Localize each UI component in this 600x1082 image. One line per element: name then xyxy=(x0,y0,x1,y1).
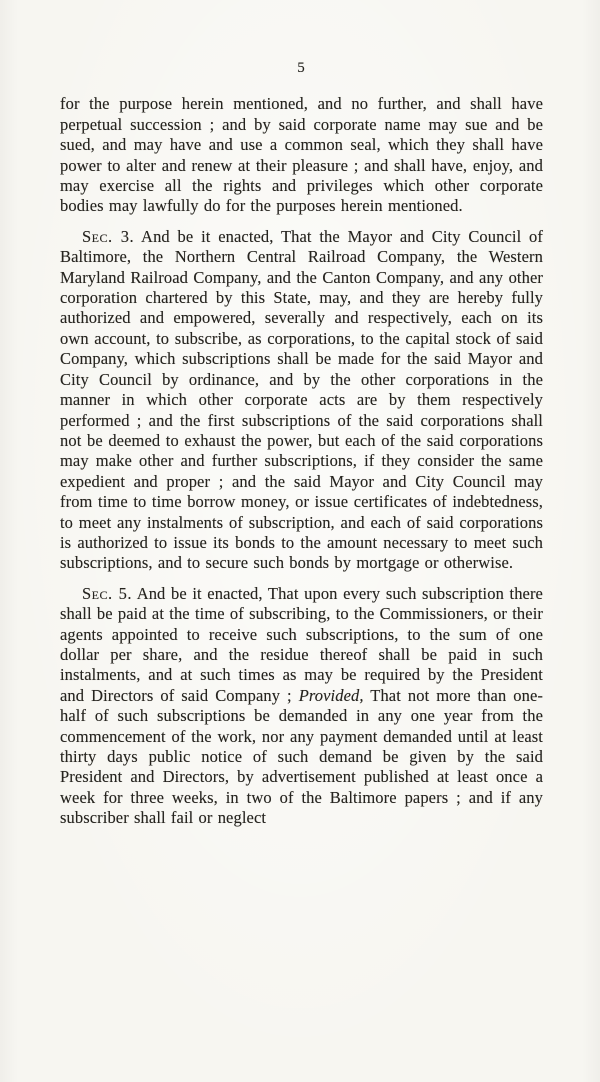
section-3-label: Sec. 3. xyxy=(82,226,135,246)
paragraph-continuation xyxy=(60,94,543,216)
section-5-label: Sec. 5. xyxy=(82,583,132,603)
page-number: 5 xyxy=(297,60,306,76)
paragraph-section-5 xyxy=(60,584,543,829)
paragraph-text: And be it enacted, That upon every such subscription there shall be paid at the time of subscribing, to the Commissioners, or their agents appointed to receive such subscriptions, to the sum of one dollar per share, and the residue thereof shall be paid in such instalments, and at such times as may be required by the President and Directors of said Company ; xyxy=(60,583,543,705)
paragraph-text: And be it enacted, That the Mayor and City Council of Baltimore, the Northern Central Railroad Company, the Western Maryland Railroad Company, and the Canton Company, and any other corporation chartered by this State, may, and they are hereby fully authorized and empowered, severally and respectively, each on its own account, to subscribe, as corporations, to the capital stock of said Company, which subscriptions shall be made for the said Mayor and City Council by ordinance, and by the other corporations in the manner in which other corporate acts are by them respectively performed ; and the first subscriptions of the said corporations shall not be deemed to exhaust the power, but each of the said corporations may make other and further subscriptions, if they consider the same expedient and proper ; and the said Mayor and City Council may from time to time borrow money, or issue certificates of indebtedness, to meet any instalments of subscription, and each of said corporations is authorized to issue its bonds to the amount necessary to meet such subscriptions, and to secure such bonds by mortgage or otherwise. xyxy=(60,226,543,573)
provided-term: Provided, xyxy=(298,685,364,705)
paragraph-section-3 xyxy=(60,227,543,574)
paragraph-text: for the purpose herein mentioned, and no further, and shall have perpetual succession ; and by said corporate name may sue and be sued, and may have and use a common seal, which they shall have power to alter and renew at their pleasure ; and shall have, enjoy, and may exercise all the rights and privileges which other corporate bodies may lawfully do for the purposes herein mentioned. xyxy=(60,94,543,216)
paragraph-text: That not more than one-half of such subscriptions be demanded in any one year from the commencement of the work, nor any payment demanded until at least thirty days public notice of such demand be given by the said President and Directors, by advertisement published at least once a week for three weeks, in two of the Baltimore papers ; and if any subscriber shall fail or neglect xyxy=(60,685,543,828)
